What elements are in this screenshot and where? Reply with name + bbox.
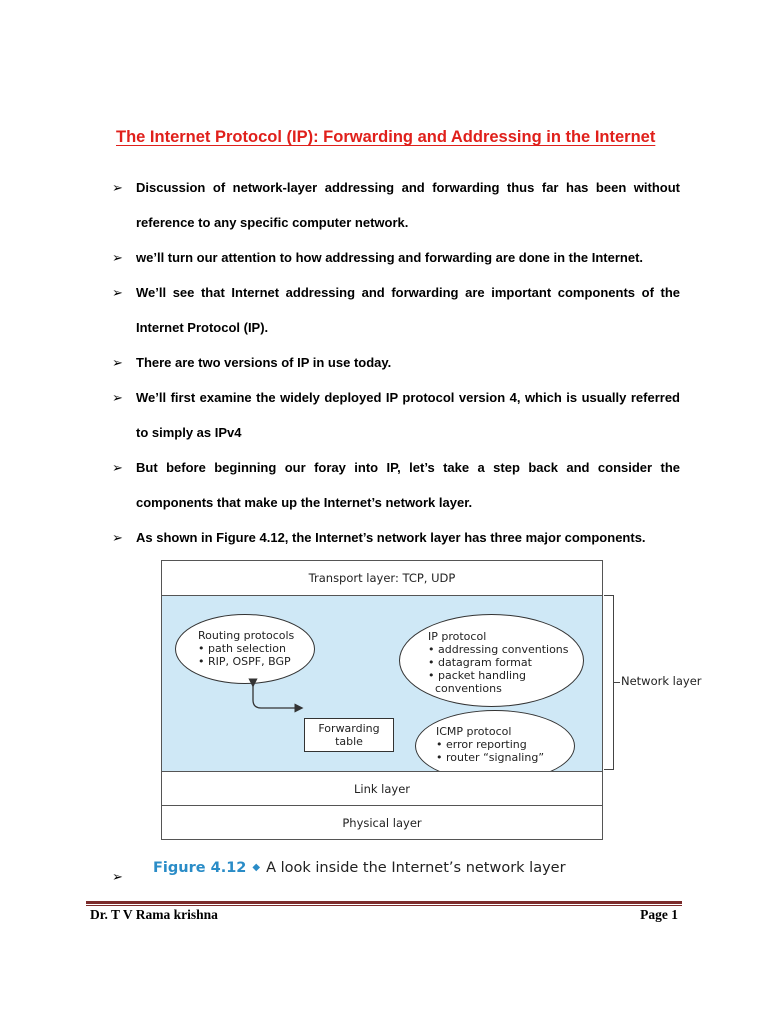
network-layer-bracket [604, 595, 614, 770]
bullet-item [110, 520, 680, 555]
footer-rule-thin [86, 905, 682, 906]
bullet-text: As shown in Figure 4.12, the Internet’s network layer has three major components. [136, 530, 646, 545]
transport-layer-label: Transport layer: TCP, UDP [308, 571, 456, 585]
network-layer-label: Network layer [621, 674, 702, 688]
footer-author: Dr. T V Rama krishna [90, 907, 218, 922]
ip-item: • packet handling [428, 669, 527, 682]
figure-caption [153, 860, 566, 876]
icmp-item: • router “signaling” [436, 751, 545, 764]
ip-title: IP protocol [428, 630, 487, 643]
bullet-text: Discussion of network-layer addressing and forwarding thus far has been without reference to any specific computer network. [136, 180, 680, 230]
bullet-item [110, 240, 680, 275]
arrow-bullet-icon: ➢ [112, 180, 123, 195]
link-layer-label: Link layer [353, 781, 411, 796]
ip-item: • addressing conventions [428, 643, 569, 656]
bullet-text: We’ll see that Internet addressing and forwarding are important components of the Internet Protocol (IP). [136, 285, 680, 335]
arrow-bullet-icon: ➢ [112, 285, 123, 300]
bullet-text: There are two versions of IP in use today. [136, 355, 392, 370]
bracket-tick [614, 682, 620, 683]
bullet-item [110, 275, 680, 345]
bullet-item [110, 170, 680, 240]
forwarding-table-line: Forwarding [318, 722, 380, 735]
footer-page-number: Page 1 [640, 907, 678, 922]
arrow-bullet-icon: ➢ [112, 355, 123, 370]
bullet-item [110, 380, 680, 450]
arrow-bullet-icon: ➢ [112, 869, 123, 884]
figure-number: Figure 4.12 [153, 860, 247, 876]
icmp-item: • error reporting [436, 738, 527, 751]
arrow-bullet-icon: ➢ [112, 530, 123, 545]
network-layer-figure [161, 560, 702, 839]
routing-title: Routing protocols [198, 629, 295, 642]
arrow-bullet-icon: ➢ [112, 460, 123, 475]
arrow-bullet-icon: ➢ [112, 390, 123, 405]
arrow-bullet-icon: ➢ [112, 250, 123, 265]
physical-layer-label: Physical layer [342, 815, 422, 830]
document-title: The Internet Protocol (IP): Forwarding and Addressing in the Internet [116, 128, 656, 146]
routing-item: • RIP, OSPF, BGP [198, 655, 291, 668]
bullet-item [110, 450, 680, 520]
forwarding-table-line: table [335, 735, 363, 748]
footer-rule [86, 901, 682, 904]
physical-layer-box [161, 805, 603, 840]
bullet-text: But before beginning our foray into IP, let’s take a step back and consider the components that make up the Internet’s network layer. [136, 460, 680, 510]
bullet-text: we’ll turn our attention to how addressing and forwarding are done in the Internet. [136, 250, 644, 265]
diamond-icon: ◆ [252, 862, 261, 873]
routing-item: • path selection [198, 642, 286, 655]
ip-item: • datagram format [428, 656, 532, 669]
bullet-text: We’ll first examine the widely deployed IP protocol version 4, which is usually referred to simply as IPv4 [136, 390, 680, 440]
link-layer-box [161, 771, 603, 806]
bullet-list [110, 170, 680, 555]
bullet-item [110, 345, 680, 380]
figure-caption-text: A look inside the Internet’s network layer [266, 860, 566, 876]
icmp-title: ICMP protocol [436, 725, 512, 738]
ip-item: conventions [428, 682, 502, 695]
